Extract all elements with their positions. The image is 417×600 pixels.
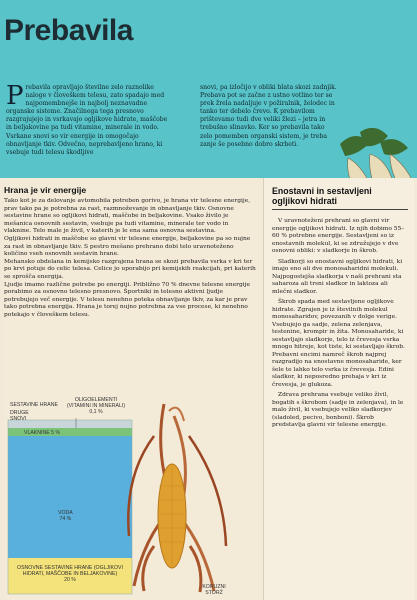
trace-value: 0,1 %: [89, 409, 103, 415]
basics-value: 20 %: [64, 577, 76, 583]
basics-label: [14, 565, 126, 583]
drop-cap: P: [6, 81, 24, 111]
other-label: DRUGE SNOVI: [10, 410, 29, 422]
main-text: [4, 198, 256, 320]
paragraph: Sladkorji so enostavni ogljikovi hidrati, ki imajo eno ali dve monosaharidni molekuli. Najpogostejša sladkorja v naši prehrani sta saharoza ali trsni sladkor in laktoza ali mlečni sladkor.: [272, 258, 403, 295]
intro-column-2: snovi, pa izločijo v obliki blata skozi zadnjik. Prebava pot se začne z ustno votlino ter se prek žrela nadaljuje v požiralnik, želodec in tanko ter debelo črevo. K prebavilom prištevamo tudi dve veliki žlezi – jetra in trebušno slinavko. Ker so prebavila tako zelo pomemben organski sistem, je treba zanje še posebno dobro skrbeti.: [200, 84, 337, 148]
section-heading: Hrana je vir energije: [4, 185, 87, 195]
water-value: 74 %: [59, 516, 72, 522]
paragraph: Ogljikovi hidrati in maščobe so glavni vir telesne energije, beljakovine pa so nujne za rast in obnavljanje tkiv. S pestro mešano prehrano dobi telo uravnoteženo količino vseh osnovnih sestavin hrane.: [4, 235, 251, 258]
paragraph: V uravnoteženi prehrani so glavni vir energije ogljikovi hidrati. Iz njih dobimo 55–60 % potrebne energije. Sestavljeni so iz enostavnih molekul, ki se združujejo v dve osnovni obliki: v sladkorje in škrob.: [272, 218, 405, 254]
corn-label: KORUZNI STORŽ: [202, 584, 226, 596]
sidebar-column: [263, 178, 414, 600]
chart-heading: SESTAVINE HRANE: [10, 402, 58, 408]
fiber-label: [24, 430, 60, 436]
trace-label: [66, 397, 126, 415]
paragraph: Mehansko obdelana in kemijsko razgrajena hrana se skozi prebavila vsrka v kri ter po krvi potuje do celic telesa. Celice jo uporabijo pri kemijskih reakcijah, pri katerih se sprošča energija.: [4, 258, 256, 280]
paragraph: Škrob spada med sestavljene ogljikove hidrate. Zgrajen je iz številnih molekul monosaharidov, povezanih v dolge verige. Vsebujejo ga sadje, zelena zelenjava, testenine, krompir in žita. Monosaharide, ki sestavljajo sladkorje, telo iz črevesja vsrka mnogo hitreje, kot tiste, ki sestavljajo škrob. Prebavni encimi namreč škrob najprej razgradijo na enostavne monosaharide, ker šele te lahko telo vsrka iz črevesja. Edini sladkor, ki neposredno prehaja v kri iz črevesja, je glukoza.: [272, 299, 405, 388]
paragraph: Ljudje imamo različne potrebe po energiji. Približno 70 % dnevne telesne energije porabimo za osnovno telesno presnovo. Športniki in telesno aktivni ljudje potrebujejo več energije. V telesu nenehno poteka obnavljanje tkiv, za kar je prav tako potrebna energija. Hrana je torej nujno potrebna za vse procese, ki nenehno potekajo v človeškem telesu.: [4, 281, 250, 318]
intro-text-1: rebavila opravljajo številne zelo raznolike naloge v človeškem telesu, zato spadajo med najpomembnejše in najbolj neznavadne organske sisteme. Značilnega tega presnovo razgrajujejo in vsrkavajo ogljikove hidrate, maščobe in beljakovine pa tudi vitamine, minerale in vodo. Vsrkane snovi so vir energije in omogočajo obnavljanje tkiv. Odvečno, neprebavljeno hrano, ki vsebuje tudi telesu škodljive: [6, 84, 168, 156]
water-area: [8, 436, 132, 558]
paragraph: Tako kot je za delovanje avtomobila potreben gorivo, je hrana vir telesne energije, prav tako pa je potrebna za rast, razmnoževanje in obnavljanje tkiv. Osnovne sestavine hrane so ogljikovi hidrati, maščobe in beljakovine. Vsako živilo je mešanica osnovnih sestavin, vsebuje pa tudi vitamine, minerale ter vodo in vlaknine. Telo male je živil, v katerih je le ena sama osnovna sestavina.: [4, 198, 251, 235]
paragraph: Zdrava prehrana vsebuje veliko živil, bogatih s škrobom (sadje in zelenjava), in le malo živil, ki vsebujejo veliko sladkorjev (sladoled, pecivo, bonboni). Škrob predstavlja glavni vir telesne energije.: [272, 392, 404, 428]
trace-label-text: OLIGOELEMENTI (VITAMINI IN MINERALI): [66, 397, 126, 409]
sidebar-heading: Enostavni in sestavljeni ogljikovi hidrati: [272, 186, 408, 210]
basics-label-text: OSNOVNE SESTAVINE HRANE (OGLJIKOVI HIDRATI, MAŠČOBE IN BELJAKOVINE): [17, 565, 123, 577]
main-column: [4, 178, 260, 600]
fiber-value: 5 %: [51, 430, 61, 436]
water-label-text: VODA: [58, 510, 73, 516]
page-title: Prebavila: [4, 14, 133, 47]
sidebar-text: [272, 218, 408, 433]
intro-column-1: [6, 81, 174, 157]
water-label: [58, 510, 73, 522]
corn-illustration: [128, 404, 226, 592]
food-composition-chart: [4, 396, 260, 600]
fiber-label-text: VLAKNINE: [24, 430, 50, 436]
